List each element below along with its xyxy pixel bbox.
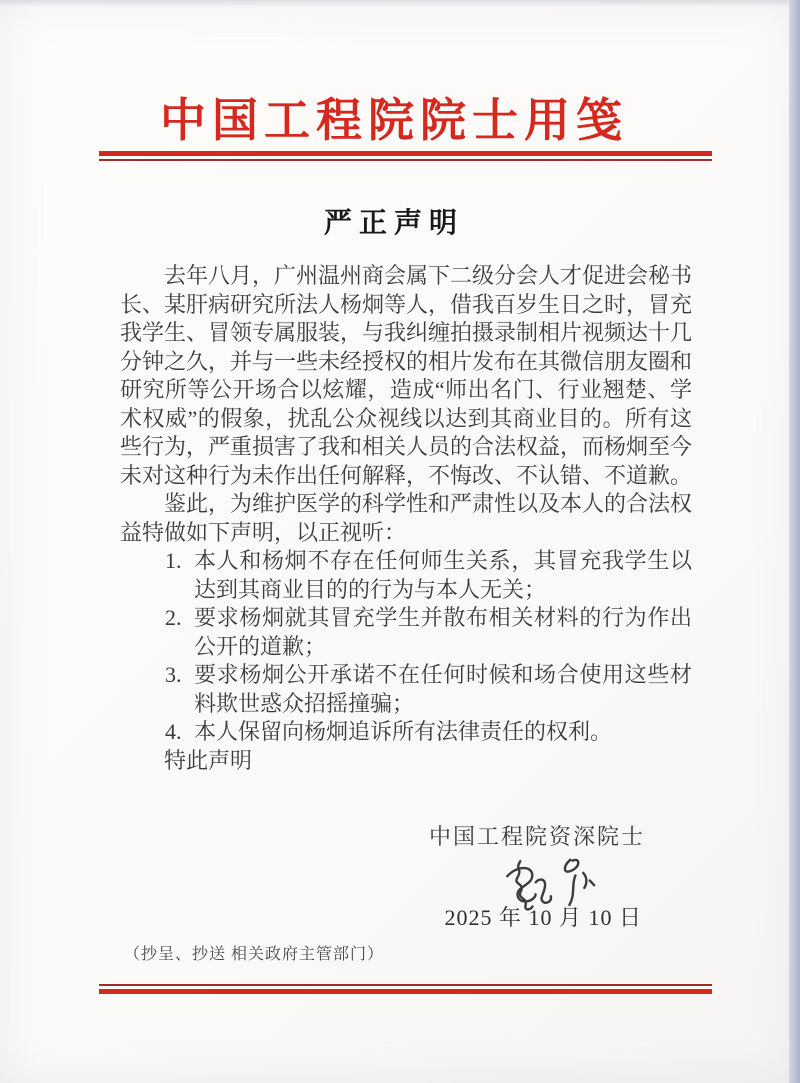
cc-note: （抄呈、抄送 相关政府主管部门）	[124, 946, 385, 963]
statement-body	[120, 262, 692, 775]
list-item-number: 2.	[165, 605, 182, 630]
statement-title: 严正声明	[323, 207, 464, 238]
list-item	[165, 718, 692, 747]
list-item-number: 3.	[165, 662, 182, 687]
list-item-text: 本人和杨炯不存在任何师生关系，其冒充我学生以达到其商业目的的行为与本人无关；	[194, 548, 692, 602]
statement-date: 2025 年 10 月 10 日	[444, 905, 642, 930]
list-item	[165, 661, 692, 718]
photo-top-edge	[0, 0, 800, 7]
list-item-number: 1.	[165, 548, 182, 573]
header-rule	[99, 151, 712, 161]
paragraph-purpose: 鉴此，为维护医学的科学性和严肃性以及本人的合法权益特做如下声明，以正视听：	[120, 491, 693, 545]
photo-right-edge	[789, 0, 800, 1083]
list-item	[165, 547, 692, 604]
list-item-text: 要求杨炯公开承诺不在任何时候和场合使用这些材料欺世惑众招摇撞骗；	[194, 662, 692, 716]
paragraph-incident: 去年八月，广州温州商会属下二级分会人才促进会秘书长、某肝病研究所法人杨炯等人，借我百岁生日之时，冒充我学生、冒领专属服装，与我纠缠拍摄录制相片视频达十几分钟之久，并与一些未经授权的相片发布在其微信朋友圈和研究所等公开场合以炫耀，造成“师出名门、行业翘楚、学术权威”的假象，扰乱公众视线以达到其商业目的。所有这些行为，严重损害了我和相关人员的合法权益，而杨炯至今未对这种行为未作出任何解释，不悔改、不认错、不道歉。	[120, 263, 693, 488]
list-item-number: 4.	[165, 719, 182, 744]
list-item	[165, 604, 692, 661]
closing-statement: 特此声明	[164, 747, 253, 773]
list-item-text: 要求杨炯就其冒充学生并散布相关材料的行为作出公开的道歉；	[194, 605, 692, 659]
signer-title: 中国工程院资深院士	[428, 824, 645, 849]
letterhead-title: 中国工程院院士用笺	[160, 95, 628, 146]
footer-rule	[99, 984, 712, 994]
list-item-text: 本人保留向杨炯追诉所有法律责任的权利。	[194, 719, 613, 744]
